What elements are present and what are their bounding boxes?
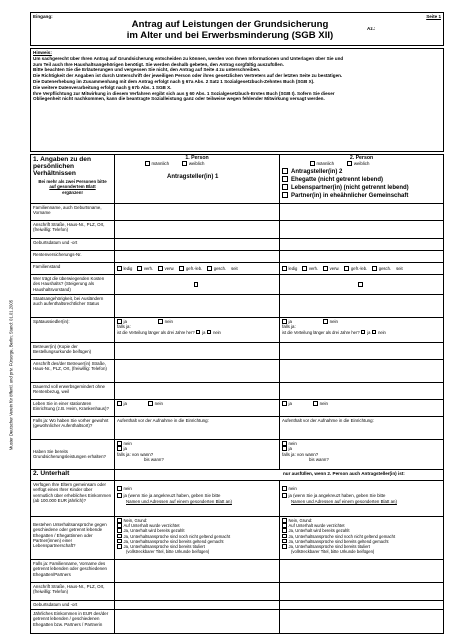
form-header <box>30 12 444 46</box>
checkbox-gs-ja-1[interactable] <box>117 446 122 451</box>
row-falls-ja-wo: Falls ja: Wo haben Sie vorher gewohnt (gewöhnlicher Aufenthaltsort)? Aufenthalt vor der Aufnahme in die Einrichtung: Aufenthalt vor der Aufnahme in die Einrichtung: <box>30 417 444 440</box>
checkbox-verh-1[interactable] <box>137 266 142 271</box>
row-spaetaussiedler: Spätaussiedler(in): ja nein falls ja: ist die Verteilung länger als drei Jahre her? ja nein ja nein falls ja: ist die Verteilung länger als drei Jahre her? ja nein <box>30 318 444 343</box>
field-rentenversicherung-2[interactable] <box>280 251 443 262</box>
checkbox-grund-1[interactable] <box>117 518 122 523</box>
row-anschrift: Anschrift Straße, Haus-Nr., PLZ, Ort, (freiwillig: Telefon) <box>30 221 444 239</box>
checkbox-weiblich-1[interactable] <box>182 161 187 166</box>
checkbox-vert-ja-1[interactable] <box>196 330 201 335</box>
checkbox-lebenspartner[interactable] <box>282 184 288 190</box>
field-ehegatte-name-1[interactable] <box>115 560 280 582</box>
checkbox-eltern-ja-1[interactable] <box>117 493 122 498</box>
field-aufenthalt-1[interactable]: Aufenthalt vor der Aufnahme in die Einrichtung: <box>115 417 280 439</box>
checkbox-gs-nein-1[interactable] <box>117 441 122 446</box>
field-anschrift-betreuer-1[interactable] <box>115 360 280 382</box>
checkbox-gesch-1[interactable] <box>207 266 212 271</box>
az-label: Az.: <box>367 26 376 31</box>
checkbox-haushalt-2[interactable] <box>358 282 363 287</box>
field-betreuer-2[interactable] <box>280 343 443 359</box>
checkbox-grund-2[interactable] <box>282 518 287 523</box>
checkbox-einr-ja-2[interactable] <box>282 401 287 406</box>
row-grundsicherung: Haben Sie bereits Grundsicherungsleistungen erhalten? nein ja falls ja: von wann? bis wann? nein ja falls ja: von wann? bis wann? <box>30 440 444 470</box>
field-staat-1[interactable] <box>115 295 280 317</box>
field-ehegatte-name-2[interactable] <box>280 560 443 582</box>
field-rentenversicherung-1[interactable] <box>115 251 280 262</box>
row-erwerbsgemindert: Dauernd voll erwerbsgemindert ohne Rentenbezug, weil <box>30 383 444 400</box>
checkbox-ledig-1[interactable] <box>117 266 122 271</box>
row-anschrift-ehegatte: Anschrift Straße, Haus-Nr., PLZ, Ort, (freiwillig: Telefon) <box>30 583 444 601</box>
field-anschrift-ehegatte-1[interactable] <box>115 583 280 600</box>
checkbox-einr-nein-2[interactable] <box>313 401 318 406</box>
checkbox-vert-nein-1[interactable] <box>207 330 212 335</box>
field-erwerb-1[interactable] <box>115 383 280 399</box>
row-familienstand: Familienstand ledig verh. verw. gefr.-leb. gesch. seit ledig verh. verw. gefr.-leb. gesch. seit <box>30 263 444 275</box>
checkbox-tituliert-2[interactable] <box>282 544 287 549</box>
antragsteller1-label: Antragsteller(in) 1 <box>167 173 219 180</box>
checkbox-nicht-geltend-2[interactable] <box>282 534 287 539</box>
checkbox-einr-nein-1[interactable] <box>148 401 153 406</box>
checkbox-haushalt-1[interactable] <box>194 282 199 287</box>
page-number: Seite 1 <box>426 14 441 19</box>
checkbox-verw-2[interactable] <box>323 266 328 271</box>
field-anschrift-2[interactable] <box>280 221 443 238</box>
field-anschrift-1[interactable] <box>115 221 280 238</box>
hinweis-title: Hinweis: <box>33 50 52 55</box>
field-anschrift-ehegatte-2[interactable] <box>280 583 443 600</box>
checkbox-gesch-2[interactable] <box>372 266 377 271</box>
page-title: Antrag auf Leistungen der Grundsicherung im Alter und bei Erwerbsminderung (SGB XII) <box>126 19 334 41</box>
checkbox-nicht-geltend-1[interactable] <box>117 534 122 539</box>
row-familienname: Familienname, auch Geburtsname, Vorname <box>30 204 444 221</box>
row-geburtsdatum: Geburtsdatum und -ort <box>30 239 444 251</box>
checkbox-vert-nein-2[interactable] <box>372 330 377 335</box>
field-geburt-ehegatte-2[interactable] <box>280 601 443 609</box>
checkbox-eltern-nein-1[interactable] <box>117 486 122 491</box>
field-einkommen-2[interactable] <box>280 610 443 633</box>
checkbox-antragsteller2[interactable] <box>282 168 288 174</box>
checkbox-verw-1[interactable] <box>158 266 163 271</box>
checkbox-geltend-1[interactable] <box>117 539 122 544</box>
checkbox-spaet-ja-1[interactable] <box>117 319 122 324</box>
checkbox-gezahlt-2[interactable] <box>282 528 287 533</box>
checkbox-verh-2[interactable] <box>302 266 307 271</box>
eingang-label: Eingang: <box>33 14 53 19</box>
checkbox-verzichtet-2[interactable] <box>282 523 287 528</box>
field-staat-2[interactable] <box>280 295 443 317</box>
row-rentenversicherung: Rentenversicherungs-Nr. <box>30 251 444 263</box>
field-anschrift-betreuer-2[interactable] <box>280 360 443 382</box>
field-geburtsdatum-2[interactable] <box>280 239 443 250</box>
checkbox-eltern-ja-2[interactable] <box>282 493 287 498</box>
checkbox-maennlich-2[interactable] <box>310 161 315 166</box>
checkbox-gezahlt-1[interactable] <box>117 528 122 533</box>
field-geburtsdatum-1[interactable] <box>115 239 280 250</box>
checkbox-verzichtet-1[interactable] <box>117 523 122 528</box>
checkbox-gefr-leb-2[interactable] <box>344 266 349 271</box>
form-page <box>30 8 444 634</box>
field-familienname-1[interactable] <box>115 204 280 220</box>
field-geburt-ehegatte-1[interactable] <box>115 601 280 609</box>
checkbox-einr-ja-1[interactable] <box>117 401 122 406</box>
checkbox-partner-eheaehnlich[interactable] <box>282 192 288 198</box>
field-familienname-2[interactable] <box>280 204 443 220</box>
checkbox-vert-ja-2[interactable] <box>361 330 366 335</box>
checkbox-eltern-nein-2[interactable] <box>282 486 287 491</box>
row-betreuer: Betreuer(in) (Kopie der Bestellungsurkunde beifügen) <box>30 343 444 360</box>
row-einrichtung: Leben Sie in einer stationären Einrichtung (z.B. Heim, Krankenhaus)? ja nein ja nein <box>30 400 444 417</box>
checkbox-geltend-2[interactable] <box>282 539 287 544</box>
hinweis-box: Hinweis: Um sachgerecht über Ihren Antrag auf Grundsicherung entscheiden zu können, werden von Ihnen Informationen und Unterlagen über Sie und zum Teil auch Ihre Haushaltsangehörigen benötigt. Sie werden deshalb gebeten, den Antrag sorgfältig auszufüllen. Bitte beachten Sie die Erläuterungen und vergessen Sie nicht, den Antrag auf Seite 4 zu unterschreiben. Die Richtigkeit der Angaben ist durch Unterschrift der jeweiligen Person oder ihres gesetzlichen Vertreters auf der letzten Seite zu bestätigen. Die Datenerhebung im Zusammenhang mit dem Antrag erfolgt nach § 67a Abs. 2 Satz 1 Sozialgesetzbuch-Zehntes Buch (SGB X). Die weitere Datenverarbeitung erfolgt nach § 67b Abs. 1 SGB X. Ihre Verpflichtung zur Mitwirkung in diesem Verfahren ergibt sich aus § 60 Abs. 1 Sozialgesetzbuch-Erstes Buch (SGB I). Sofern Sie dieser Obliegenheit nicht nachkommen, kann die beantragte Sozialleistung ganz oder teilweise wegen fehlender Mitwirkung versagt werden. <box>30 48 444 152</box>
section1-header: 1. Angaben zu den persönlichen Verhältnissen Bei mehr als zwei Personen bitte auf gesondertem Blatt ergänzen! 1. Person männlich weiblich Antragsteller(in) 1 2. Person männlich weiblich Antragsteller(in) 2 Ehegatte (nicht getrennt lebend) Lebenspartner(in) (nicht getrennt lebend) Partner(in) in eheähnlicher Gemeinschaft <box>30 154 444 204</box>
field-betreuer-1[interactable] <box>115 343 280 359</box>
row-bestehen: Bestehen Unterhaltsansprüche gegen geschiedene oder getrennt lebende Ehegatten / Ehegattinnen oder Partner(innen) einer Lebenspartnerschaft? Nein, Grund: Auf Unterhalt wurde verzichtet Ja, Unterhalt wird bereits gezahlt Ja, Unterhaltsansprüche sind noch nicht geltend gemacht Ja, Unterhaltsansprüche sind bereits geltend gemacht Ja, Unterhaltsansprüche sind bereits tituliert (vollstreckbarer Titel, bitte Urkunde beifügen) Nein, Grund: Auf Unterhalt wurde verzichtet Ja, Unterhalt wird bereits gezahlt Ja, Unterhaltsansprüche sind noch nicht geltend gemacht Ja, Unterhaltsansprüche sind bereits geltend gemacht Ja, Unterhaltsansprüche sind bereits tituliert (vollstreckbarer Titel, bitte Urkunde beifügen) <box>30 517 444 560</box>
field-erwerb-2[interactable] <box>280 383 443 399</box>
side-watermark: Muster Deutscher Verein für öffentl. und priv. Fürsorge, Berlin; Stand: 01.01.2005 <box>8 299 14 451</box>
row-geburtsdatum-ehegatte: Geburtsdatum und -ort <box>30 601 444 610</box>
row-eltern: Verfügen Ihre Eltern gemeinsam oder verfügt eines Ihrer Kinder über vermutlich über erhebliches Einkommen (ab 100.000 EUR jährlich)? nein ja (wenn Sie ja angekreuzt haben, geben Sie bitte Namen und Adressen auf einem gesonderten Blatt an) nein ja (wenn Sie ja angekreuzt haben, geben Sie bitte Namen und Adressen auf einem gesonderten Blatt an) <box>30 481 444 517</box>
checkbox-gs-nein-2[interactable] <box>282 441 287 446</box>
section2-title: 2. Unterhalt <box>33 470 70 477</box>
checkbox-gs-ja-2[interactable] <box>282 446 287 451</box>
checkbox-ledig-2[interactable] <box>282 266 287 271</box>
checkbox-tituliert-1[interactable] <box>117 544 122 549</box>
row-einkommen: Jährliches Einkommen in EUR des/der getrennt lebenden / geschiedenen Ehegatten bzw. Partners / Partnerin <box>30 610 444 634</box>
row-staatsangehoerigkeit: Staatsangehörigkeit, bei Ausländern auch aufenthaltsrechtlicher Status <box>30 295 444 318</box>
checkbox-maennlich-1[interactable] <box>145 161 150 166</box>
section1-title: 1. Angaben zu den persönlichen Verhältnissen <box>33 156 92 177</box>
row-falls-ja-fam: Falls ja: Familienname, Vorname des getrennt lebenden oder geschiedenen Ehegatten/Partners <box>30 560 444 583</box>
checkbox-gefr-leb-1[interactable] <box>179 266 184 271</box>
row-anschrift-betreuer: Anschrift des/der Betreuer(in) Straße, Haus-Nr., PLZ, Ort, (freiwillig: Telefon) <box>30 360 444 383</box>
field-einkommen-1[interactable] <box>115 610 280 633</box>
checkbox-ehegatte[interactable] <box>282 176 288 182</box>
checkbox-spaet-nein-1[interactable] <box>158 319 163 324</box>
checkbox-spaet-ja-2[interactable] <box>282 319 287 324</box>
row-ueberwiegend: Wer trägt die überwiegenden Kosten des Haushalts? (Steigerung als Haushaltsvorstand) <box>30 275 444 295</box>
checkbox-spaet-nein-2[interactable] <box>323 319 328 324</box>
section2-header: 2. Unterhalt nur ausfüllen, wenn 2. Person auch Antragsteller(in) ist: <box>30 470 444 481</box>
checkbox-weiblich-2[interactable] <box>347 161 352 166</box>
field-aufenthalt-2[interactable]: Aufenthalt vor der Aufnahme in die Einrichtung: <box>282 418 374 423</box>
